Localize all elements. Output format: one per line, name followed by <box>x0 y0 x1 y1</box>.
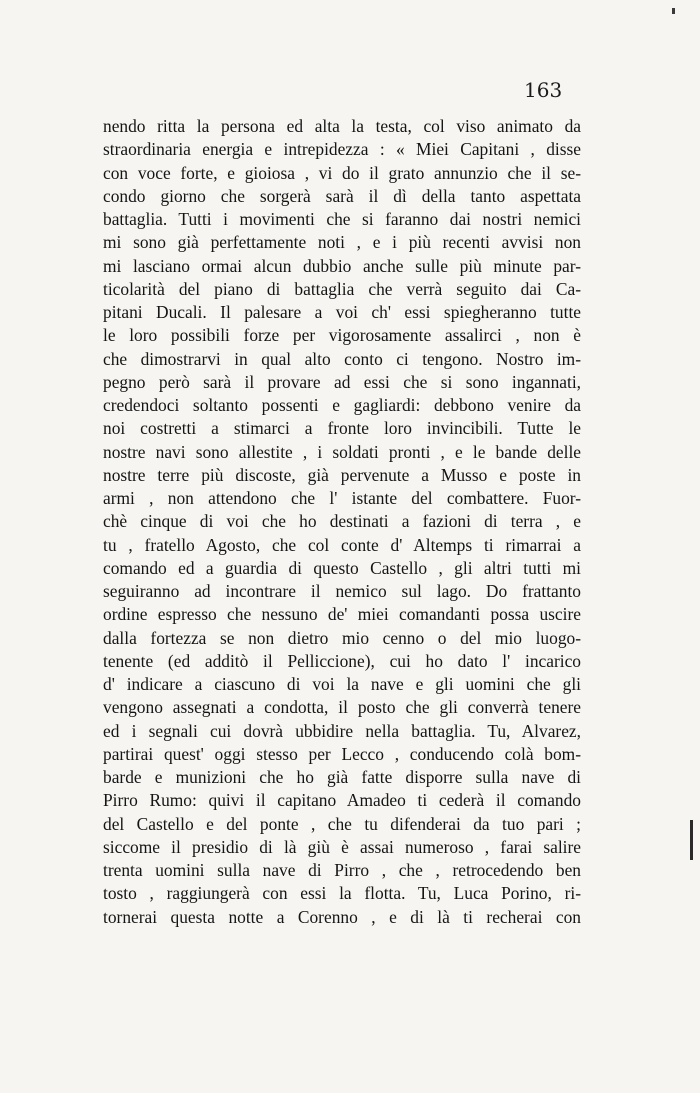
text-line: straordinaria energia e intrepidezza : « Miei Capitani , disse <box>103 139 581 160</box>
text-line: partirai quest' oggi stesso per Lecco , conducendo colà bom- <box>103 743 581 764</box>
text-line: tornerai questa notte a Corenno , e di là ti recherai con <box>103 906 581 927</box>
text-line: armi , non attendono che l' istante del combattere. Fuor- <box>103 488 581 508</box>
text-line: battaglia. Tutti i movimenti che si faranno dai nostri nemici <box>103 209 581 229</box>
text-line: pitani Ducali. Il palesare a voi ch' essi spiegheranno tutte <box>103 302 581 322</box>
text-line: condo giorno che sorgerà sarà il dì della tanto aspettata <box>103 185 581 206</box>
print-speck <box>672 8 675 14</box>
text-line: che dimostrarvi in qual alto conto ci tengono. Nostro im- <box>103 348 581 369</box>
text-line: Pirro Rumo: quivi il capitano Amadeo ti cederà il comando <box>103 790 581 811</box>
body-text <box>103 115 581 929</box>
text-line: tosto , raggiungerà con essi la flotta. Tu, Luca Porino, ri- <box>103 883 581 904</box>
text-line: ticolarità del piano di battaglia che verrà seguito dai Ca- <box>103 278 581 299</box>
text-line: mi lasciano ormai alcun dubbio anche sulle più minute par- <box>103 255 581 276</box>
text-line: pegno però sarà il provare ad essi che si sono ingannati, <box>103 371 581 392</box>
text-line: tu , fratello Agosto, che col conte d' Altemps ti rimarrai a <box>103 534 581 555</box>
text-line: con voce forte, e gioiosa , vi do il grato annunzio che il se- <box>103 162 581 183</box>
page-number: 163 <box>524 78 563 102</box>
text-line: nendo ritta la persona ed alta la testa, col viso animato da <box>103 116 581 136</box>
text-line: credendoci soltanto possenti e gagliardi: debbono venire da <box>103 395 581 415</box>
text-line: nostre navi sono allestite , i soldati pronti , e le bande delle <box>103 441 581 462</box>
text-line: nostre terre più discoste, già pervenute a Musso e poste in <box>103 464 581 485</box>
text-line: d' indicare a ciascuno di voi la nave e gli uomini che gli <box>103 674 581 694</box>
text-line: vengono assegnati a condotta, il posto che gli converrà tenere <box>103 697 581 718</box>
text-line: dalla fortezza se non dietro mio cenno o del mio luogo- <box>103 627 581 648</box>
text-line: chè cinque di voi che ho destinati a fazioni di terra , e <box>103 511 581 532</box>
text-line: ordine espresso che nessuno de' miei comandanti possa uscire <box>103 604 581 625</box>
text-line: comando ed a guardia di questo Castello , gli altri tutti mi <box>103 557 581 578</box>
text-line: del Castello e del ponte , che tu difenderai da tuo pari ; <box>103 813 581 834</box>
text-line: siccome il presidio di là giù è assai numeroso , farai salire <box>103 836 581 857</box>
text-line: noi costretti a stimarci a fronte loro invincibili. Tutte le <box>103 418 581 439</box>
text-line: barde e munizioni che ho già fatte disporre sulla nave di <box>103 767 581 787</box>
text-line: ed i segnali cui dovrà ubbidire nella battaglia. Tu, Alvarez, <box>103 720 581 741</box>
text-line: mi sono già perfettamente noti , e i più recenti avvisi non <box>103 232 581 253</box>
text-line: tenente (ed additò il Pelliccione), cui ho dato l' incarico <box>103 650 581 671</box>
binding-edge-mark <box>690 820 693 860</box>
text-line: seguiranno ad incontrare il nemico sul lago. Do frattanto <box>103 581 581 601</box>
text-line: trenta uomini sulla nave di Pirro , che , retrocedendo ben <box>103 860 581 880</box>
text-line: le loro possibili forze per vigorosamente assalirci , non è <box>103 325 581 346</box>
